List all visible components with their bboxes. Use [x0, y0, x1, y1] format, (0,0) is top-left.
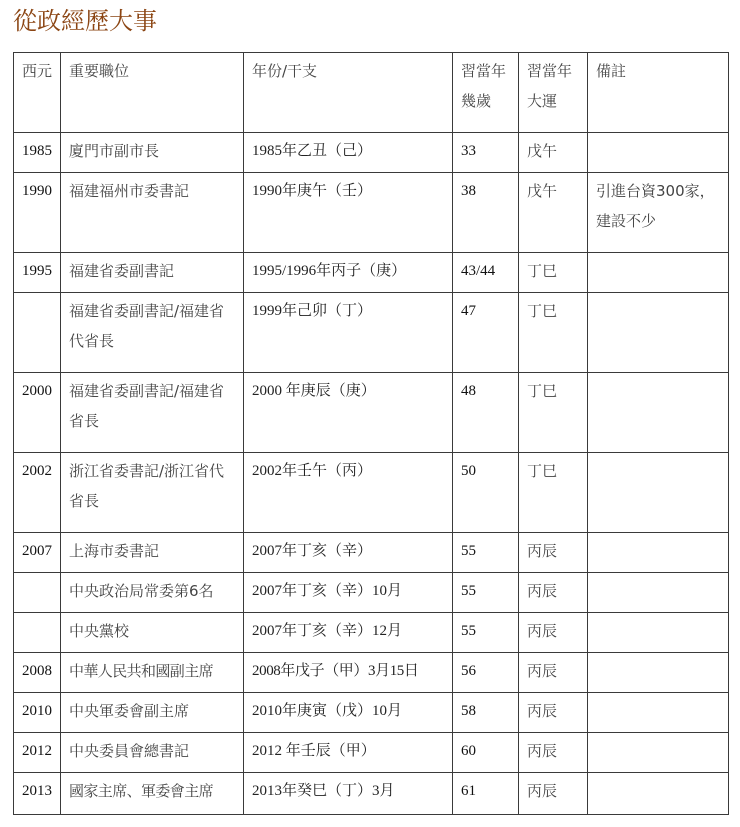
- cell-age: 33: [453, 133, 519, 173]
- table-row: [14, 573, 729, 613]
- cell-luck: 戊午: [519, 133, 588, 173]
- cell-position: 福建省委副書記: [61, 253, 244, 293]
- cell-luck: 丁巳: [519, 253, 588, 293]
- cell-age: 60: [453, 733, 519, 773]
- cell-notes: [588, 373, 729, 453]
- cell-year: 2000: [14, 373, 61, 453]
- cell-year: 2008: [14, 653, 61, 693]
- career-table: [13, 52, 729, 815]
- cell-year: [14, 573, 61, 613]
- cell-notes: 引進台資300家，建設不少: [588, 173, 729, 253]
- cell-notes: [588, 733, 729, 773]
- cell-year: 1990: [14, 173, 61, 253]
- cell-ganzhi: 2010年庚寅（戊）10月: [244, 693, 453, 733]
- cell-position: 中央黨校: [61, 613, 244, 653]
- header-position: 重要職位: [61, 53, 244, 133]
- cell-luck: 戊午: [519, 173, 588, 253]
- cell-year: 2002: [14, 453, 61, 533]
- cell-position: 上海市委書記: [61, 533, 244, 573]
- table-row: [14, 373, 729, 453]
- cell-position: 國家主席、軍委會主席: [61, 773, 244, 815]
- cell-luck: 丙辰: [519, 773, 588, 815]
- cell-year: 2012: [14, 733, 61, 773]
- cell-notes: [588, 573, 729, 613]
- header-age-line1: 習當年: [461, 62, 507, 80]
- table-row: [14, 133, 729, 173]
- cell-ganzhi: 2007年丁亥（辛）: [244, 533, 453, 573]
- cell-position: 中央軍委會副主席: [61, 693, 244, 733]
- cell-year: [14, 613, 61, 653]
- cell-notes: [588, 253, 729, 293]
- cell-ganzhi: 2007年丁亥（辛）10月: [244, 573, 453, 613]
- cell-year: 2007: [14, 533, 61, 573]
- cell-age: 55: [453, 613, 519, 653]
- cell-notes: [588, 773, 729, 815]
- cell-age: 47: [453, 293, 519, 373]
- cell-notes: [588, 293, 729, 373]
- table-header-row: [14, 53, 729, 133]
- cell-luck: 丙辰: [519, 733, 588, 773]
- table-row: [14, 453, 729, 533]
- table-row: [14, 173, 729, 253]
- cell-age: 55: [453, 573, 519, 613]
- cell-position: 福建省委副書記/福建省省長: [61, 373, 244, 453]
- cell-notes: [588, 453, 729, 533]
- cell-luck: 丙辰: [519, 693, 588, 733]
- cell-position: 中央政治局常委第6名: [61, 573, 244, 613]
- cell-position: 浙江省委書記/浙江省代省長: [61, 453, 244, 533]
- header-age: [453, 53, 519, 133]
- cell-position: 廈門市副市長: [61, 133, 244, 173]
- cell-luck: 丁巳: [519, 373, 588, 453]
- table-row: [14, 293, 729, 373]
- cell-ganzhi: 2013年癸巳（丁）3月: [244, 773, 453, 815]
- cell-position: 福建福州市委書記: [61, 173, 244, 253]
- cell-year: [14, 293, 61, 373]
- header-luck-line1: 習當年: [527, 62, 573, 80]
- table-row: [14, 693, 729, 733]
- header-luck: [519, 53, 588, 133]
- cell-notes: [588, 133, 729, 173]
- cell-position: 中華人民共和國副主席: [61, 653, 244, 693]
- header-age-line2: 幾歲: [461, 92, 492, 110]
- cell-age: 55: [453, 533, 519, 573]
- cell-luck: 丁巳: [519, 453, 588, 533]
- cell-ganzhi: 1990年庚午（壬）: [244, 173, 453, 253]
- cell-ganzhi: 2000 年庚辰（庚）: [244, 373, 453, 453]
- cell-ganzhi: 2008年戊子（甲）3月15日: [244, 653, 453, 693]
- header-notes: 備註: [588, 53, 729, 133]
- cell-notes: [588, 653, 729, 693]
- cell-age: 48: [453, 373, 519, 453]
- cell-age: 43/44: [453, 253, 519, 293]
- cell-ganzhi: 2012 年壬辰（甲）: [244, 733, 453, 773]
- table-row: [14, 773, 729, 815]
- cell-ganzhi: 1999年己卯（丁）: [244, 293, 453, 373]
- cell-age: 38: [453, 173, 519, 253]
- cell-ganzhi: 2007年丁亥（辛）12月: [244, 613, 453, 653]
- cell-age: 50: [453, 453, 519, 533]
- header-luck-line2: 大運: [527, 92, 558, 110]
- table-row: [14, 613, 729, 653]
- cell-luck: 丙辰: [519, 653, 588, 693]
- cell-luck: 丙辰: [519, 533, 588, 573]
- table-row: [14, 733, 729, 773]
- table-row: [14, 533, 729, 573]
- cell-year: 1995: [14, 253, 61, 293]
- cell-luck: 丙辰: [519, 573, 588, 613]
- cell-luck: 丙辰: [519, 613, 588, 653]
- header-year: 西元: [14, 53, 61, 133]
- cell-age: 58: [453, 693, 519, 733]
- cell-year: 2013: [14, 773, 61, 815]
- cell-luck: 丁巳: [519, 293, 588, 373]
- cell-position: 福建省委副書記/福建省代省長: [61, 293, 244, 373]
- cell-ganzhi: 1985年乙丑（己）: [244, 133, 453, 173]
- cell-ganzhi: 2002年壬午（丙）: [244, 453, 453, 533]
- cell-ganzhi: 1995/1996年丙子（庚）: [244, 253, 453, 293]
- table-row: [14, 653, 729, 693]
- cell-notes: [588, 613, 729, 653]
- cell-age: 56: [453, 653, 519, 693]
- header-ganzhi: 年份/干支: [244, 53, 453, 133]
- cell-notes: [588, 693, 729, 733]
- cell-age: 61: [453, 773, 519, 815]
- cell-position: 中央委員會總書記: [61, 733, 244, 773]
- cell-year: 1985: [14, 133, 61, 173]
- cell-year: 2010: [14, 693, 61, 733]
- page-title: 從政經歷大事: [13, 7, 157, 35]
- table-row: [14, 253, 729, 293]
- cell-notes: [588, 533, 729, 573]
